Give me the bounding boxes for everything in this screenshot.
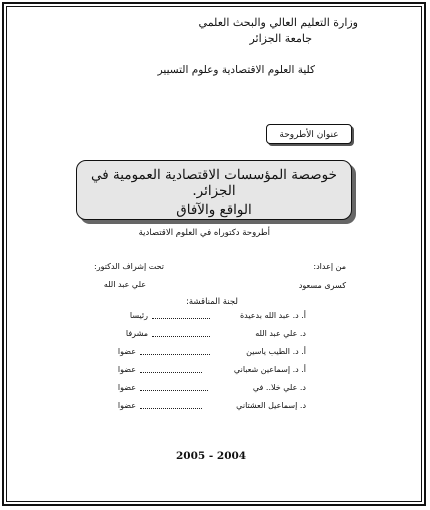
member-role: عضوا [117,401,136,410]
member-name: أ. د. الطيب ياسين [246,347,306,356]
university-line: جامعة الجزائر [249,32,312,45]
member-name: د. إسماعيل العشتاني [236,401,306,410]
thesis-title-label: عنوان الأطروحة [266,124,352,144]
committee-row [92,329,306,341]
dotted-leader [140,408,202,409]
ministry-line: وزارة التعليم العالي والبحث العلمي [198,16,358,29]
member-role: عضوا [117,347,136,356]
inner-border [6,6,422,502]
member-role: عضوا [117,365,136,374]
member-name: أ. د. إسماعين شعباني [233,365,306,374]
thesis-title-line-2: الواقع والآفاق [176,202,252,218]
supervisor-name: علي عبد الله [103,280,146,289]
member-role: مشرفا [125,329,148,338]
dotted-leader [140,354,210,355]
dotted-leader [140,390,208,391]
committee-row [92,401,306,413]
committee-row [92,365,306,377]
faculty-line: كلية العلوم الاقتصادية وعلوم التسيير [157,64,315,76]
thesis-title-box [76,160,352,220]
prepared-by-label: من إعداد: [313,262,346,271]
dotted-leader [152,318,210,319]
supervisor-label: تحت إشراف الدكتور: [94,262,164,271]
member-name: د. علي عبد الله [255,329,306,338]
committee-title: لجنة المناقشة: [186,297,238,307]
dotted-leader [140,372,202,373]
committee-row [92,347,306,359]
member-role: عضوا [117,383,136,392]
committee-row [92,311,306,323]
thesis-title-line-1: خوصصة المؤسسات الاقتصادية العمومية في الجزائر. [91,167,337,199]
prepared-by-name: كسرى مسعود [298,281,346,290]
thesis-subtitle: أطروحة دكتوراه في العلوم الاقتصادية [138,228,270,238]
committee-row [92,383,306,395]
member-name: أ. د. عبد الله بدعيدة [239,311,306,320]
dotted-leader [152,336,210,337]
member-name: د. علي خلا.. في [252,383,306,392]
academic-year: 2005 - 2004 [176,450,247,462]
member-role: رئيسا [129,311,148,320]
